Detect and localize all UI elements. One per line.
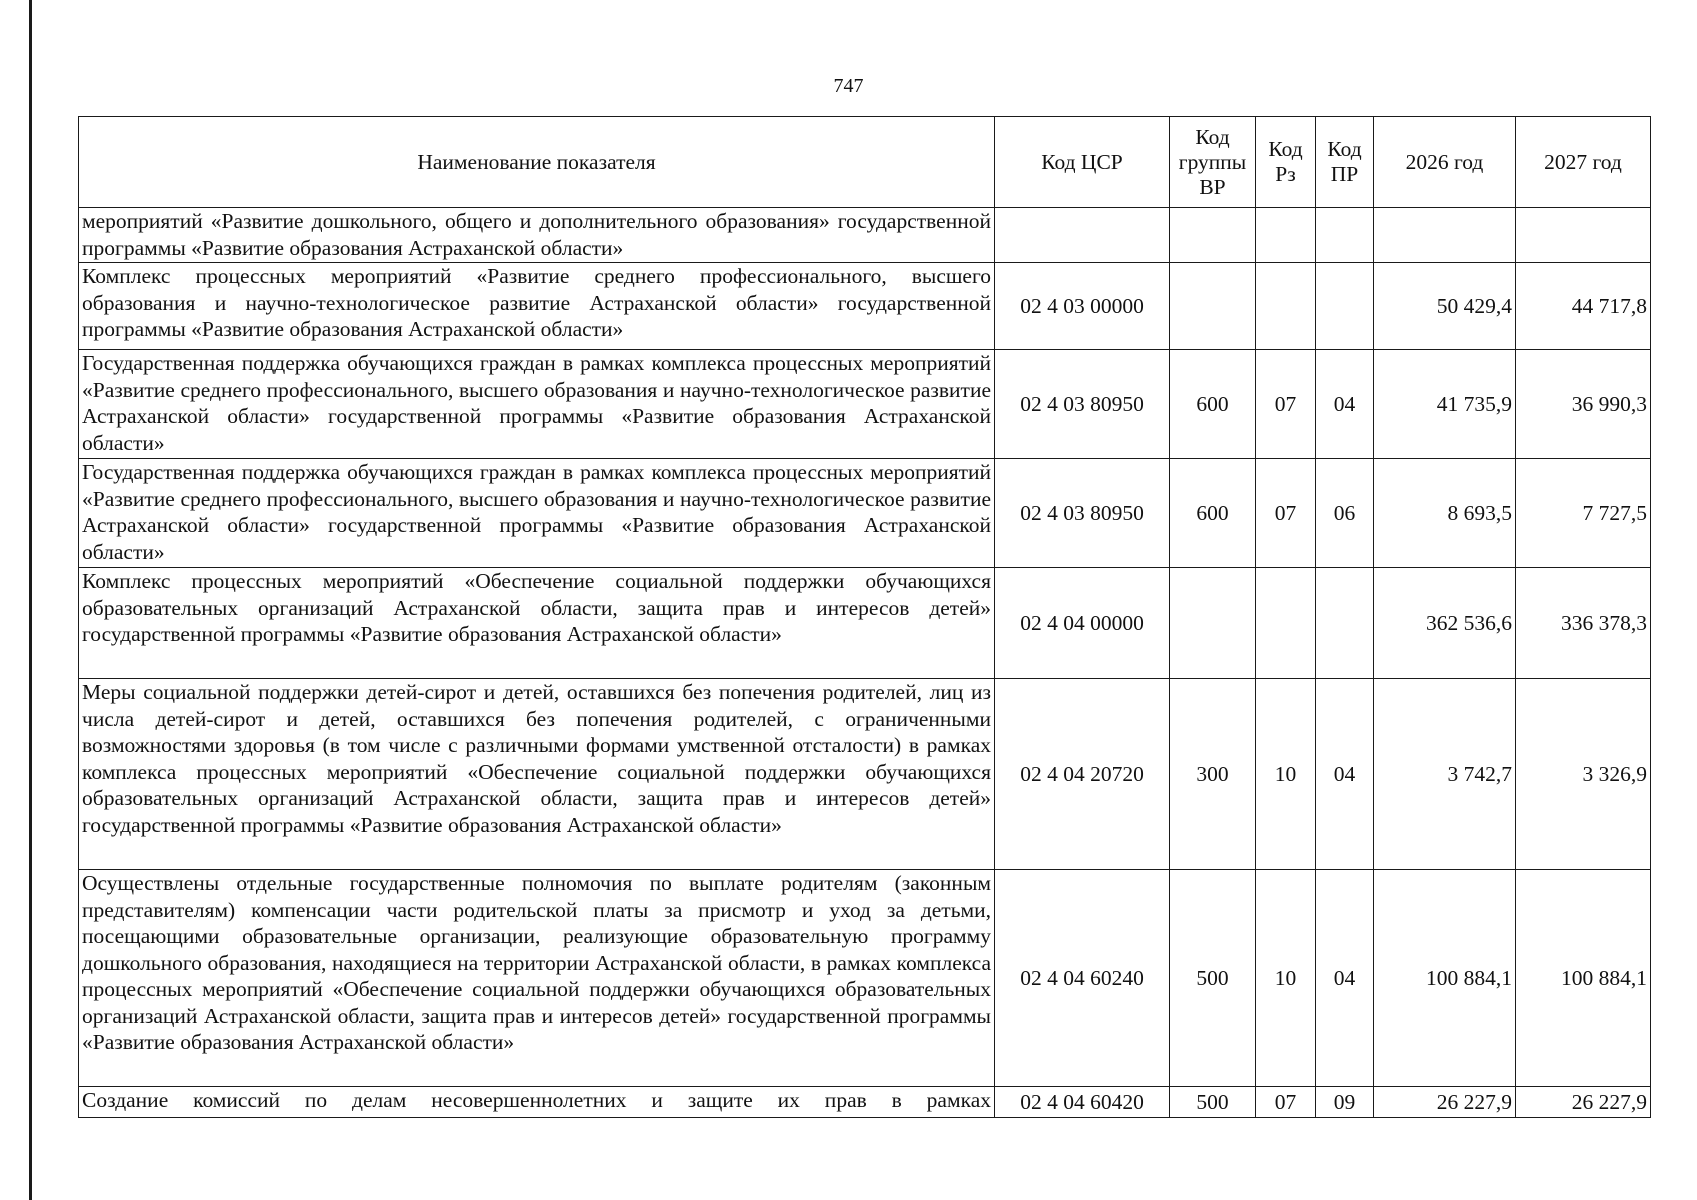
row-value-2026: 41 735,9 xyxy=(1374,350,1516,459)
row-name: мероприятий «Развитие дошкольного, общего и дополнительного образования» государственной программы «Развитие образования Астраханской области» xyxy=(79,208,995,263)
row-rz-code xyxy=(1256,263,1316,350)
row-name: Меры социальной поддержки детей-сирот и детей, оставшихся без попечения родителей, лиц из числа детей-сирот и детей, оставшихся без попечения родителей, с ограниченными возможностями здоровья (в том числе с различными формами умственной отсталости) в рамках комплекса процессных мероприятий «Обеспечение социальной поддержки обучающихся образовательных организаций Астраханской области, защита прав и интересов детей» государственной программы «Развитие образования Астраханской области» xyxy=(79,679,995,870)
table-row xyxy=(79,263,1651,350)
row-vr-code: 500 xyxy=(1170,870,1256,1087)
row-value-2027: 336 378,3 xyxy=(1516,568,1651,679)
row-vr-code: 600 xyxy=(1170,459,1256,568)
header-vr-code: Код группы ВР xyxy=(1170,117,1256,208)
header-year-2027: 2027 год xyxy=(1516,117,1651,208)
row-csr-code: 02 4 03 80950 xyxy=(995,459,1170,568)
row-vr-code: 600 xyxy=(1170,350,1256,459)
row-name: Осуществлены отдельные государственные полномочия по выплате родителям (законным представителям) компенсации части родительской платы за присмотр и уход за детьми, посещающими образовательные организации, реализующие образовательную программу дошкольного образования, находящиеся на территории Астраханской области, в рамках комплекса процессных мероприятий «Обеспечение социальной поддержки обучающихся образовательных организаций Астраханской области, защита прав и интересов детей» государственной программы «Развитие образования Астраханской области» xyxy=(79,870,995,1087)
row-pr-code: 04 xyxy=(1316,350,1374,459)
row-value-2027 xyxy=(1516,208,1651,263)
row-pr-code: 04 xyxy=(1316,679,1374,870)
page-number: 747 xyxy=(833,75,864,97)
header-row xyxy=(79,117,1651,208)
row-value-2026: 3 742,7 xyxy=(1374,679,1516,870)
row-csr-code: 02 4 04 00000 xyxy=(995,568,1170,679)
row-vr-code: 300 xyxy=(1170,679,1256,870)
row-name: Государственная поддержка обучающихся граждан в рамках комплекса процессных мероприятий «Развитие среднего профессионального, высшего образования и научно-технологическое развитие Астраханской области» государственной программы «Развитие образования Астраханской области» xyxy=(79,459,995,568)
header-rz-code: Код Рз xyxy=(1256,117,1316,208)
row-name: Государственная поддержка обучающихся граждан в рамках комплекса процессных мероприятий «Развитие среднего профессионального, высшего образования и научно-технологическое развитие Астраханской области» государственной программы «Развитие образования Астраханской области» xyxy=(79,350,995,459)
table-row xyxy=(79,459,1651,568)
budget-table xyxy=(78,116,1651,1118)
row-value-2027: 44 717,8 xyxy=(1516,263,1651,350)
row-pr-code xyxy=(1316,263,1374,350)
row-name: Создание комиссий по делам несовершеннолетних и защите их прав в рамках xyxy=(79,1087,995,1118)
row-name: Комплекс процессных мероприятий «Обеспечение социальной поддержки обучающихся образовательных организаций Астраханской области, защита прав и интересов детей» государственной программы «Развитие образования Астраханской области» xyxy=(79,568,995,679)
row-name: Комплекс процессных мероприятий «Развитие среднего профессионального, высшего образования и научно-технологическое развитие Астраханской области» государственной программы «Развитие образования Астраханской области» xyxy=(79,263,995,350)
header-csr-code: Код ЦСР xyxy=(995,117,1170,208)
header-name: Наименование показателя xyxy=(79,117,995,208)
row-value-2026: 362 536,6 xyxy=(1374,568,1516,679)
table-row xyxy=(79,1087,1651,1118)
table-row xyxy=(79,870,1651,1087)
row-value-2027: 36 990,3 xyxy=(1516,350,1651,459)
row-csr-code: 02 4 03 00000 xyxy=(995,263,1170,350)
row-value-2026: 50 429,4 xyxy=(1374,263,1516,350)
row-value-2026 xyxy=(1374,208,1516,263)
row-pr-code xyxy=(1316,208,1374,263)
row-rz-code: 07 xyxy=(1256,459,1316,568)
row-pr-code xyxy=(1316,568,1374,679)
row-csr-code: 02 4 04 60420 xyxy=(995,1087,1170,1118)
row-csr-code xyxy=(995,208,1170,263)
row-value-2027: 7 727,5 xyxy=(1516,459,1651,568)
row-rz-code: 07 xyxy=(1256,350,1316,459)
row-rz-code: 07 xyxy=(1256,1087,1316,1118)
row-value-2027: 100 884,1 xyxy=(1516,870,1651,1087)
row-rz-code xyxy=(1256,208,1316,263)
row-pr-code: 09 xyxy=(1316,1087,1374,1118)
row-pr-code: 06 xyxy=(1316,459,1374,568)
row-rz-code: 10 xyxy=(1256,679,1316,870)
row-pr-code: 04 xyxy=(1316,870,1374,1087)
row-vr-code xyxy=(1170,208,1256,263)
row-vr-code: 500 xyxy=(1170,1087,1256,1118)
binding-margin-line xyxy=(29,0,32,1200)
row-value-2027: 26 227,9 xyxy=(1516,1087,1651,1118)
row-csr-code: 02 4 04 60240 xyxy=(995,870,1170,1087)
row-csr-code: 02 4 03 80950 xyxy=(995,350,1170,459)
row-value-2026: 26 227,9 xyxy=(1374,1087,1516,1118)
row-vr-code xyxy=(1170,263,1256,350)
table-row xyxy=(79,208,1651,263)
table-row xyxy=(79,568,1651,679)
row-value-2026: 8 693,5 xyxy=(1374,459,1516,568)
row-value-2027: 3 326,9 xyxy=(1516,679,1651,870)
table-row xyxy=(79,679,1651,870)
header-pr-code: Код ПР xyxy=(1316,117,1374,208)
header-year-2026: 2026 год xyxy=(1374,117,1516,208)
table-row xyxy=(79,350,1651,459)
row-vr-code xyxy=(1170,568,1256,679)
row-rz-code xyxy=(1256,568,1316,679)
row-value-2026: 100 884,1 xyxy=(1374,870,1516,1087)
row-rz-code: 10 xyxy=(1256,870,1316,1087)
row-csr-code: 02 4 04 20720 xyxy=(995,679,1170,870)
